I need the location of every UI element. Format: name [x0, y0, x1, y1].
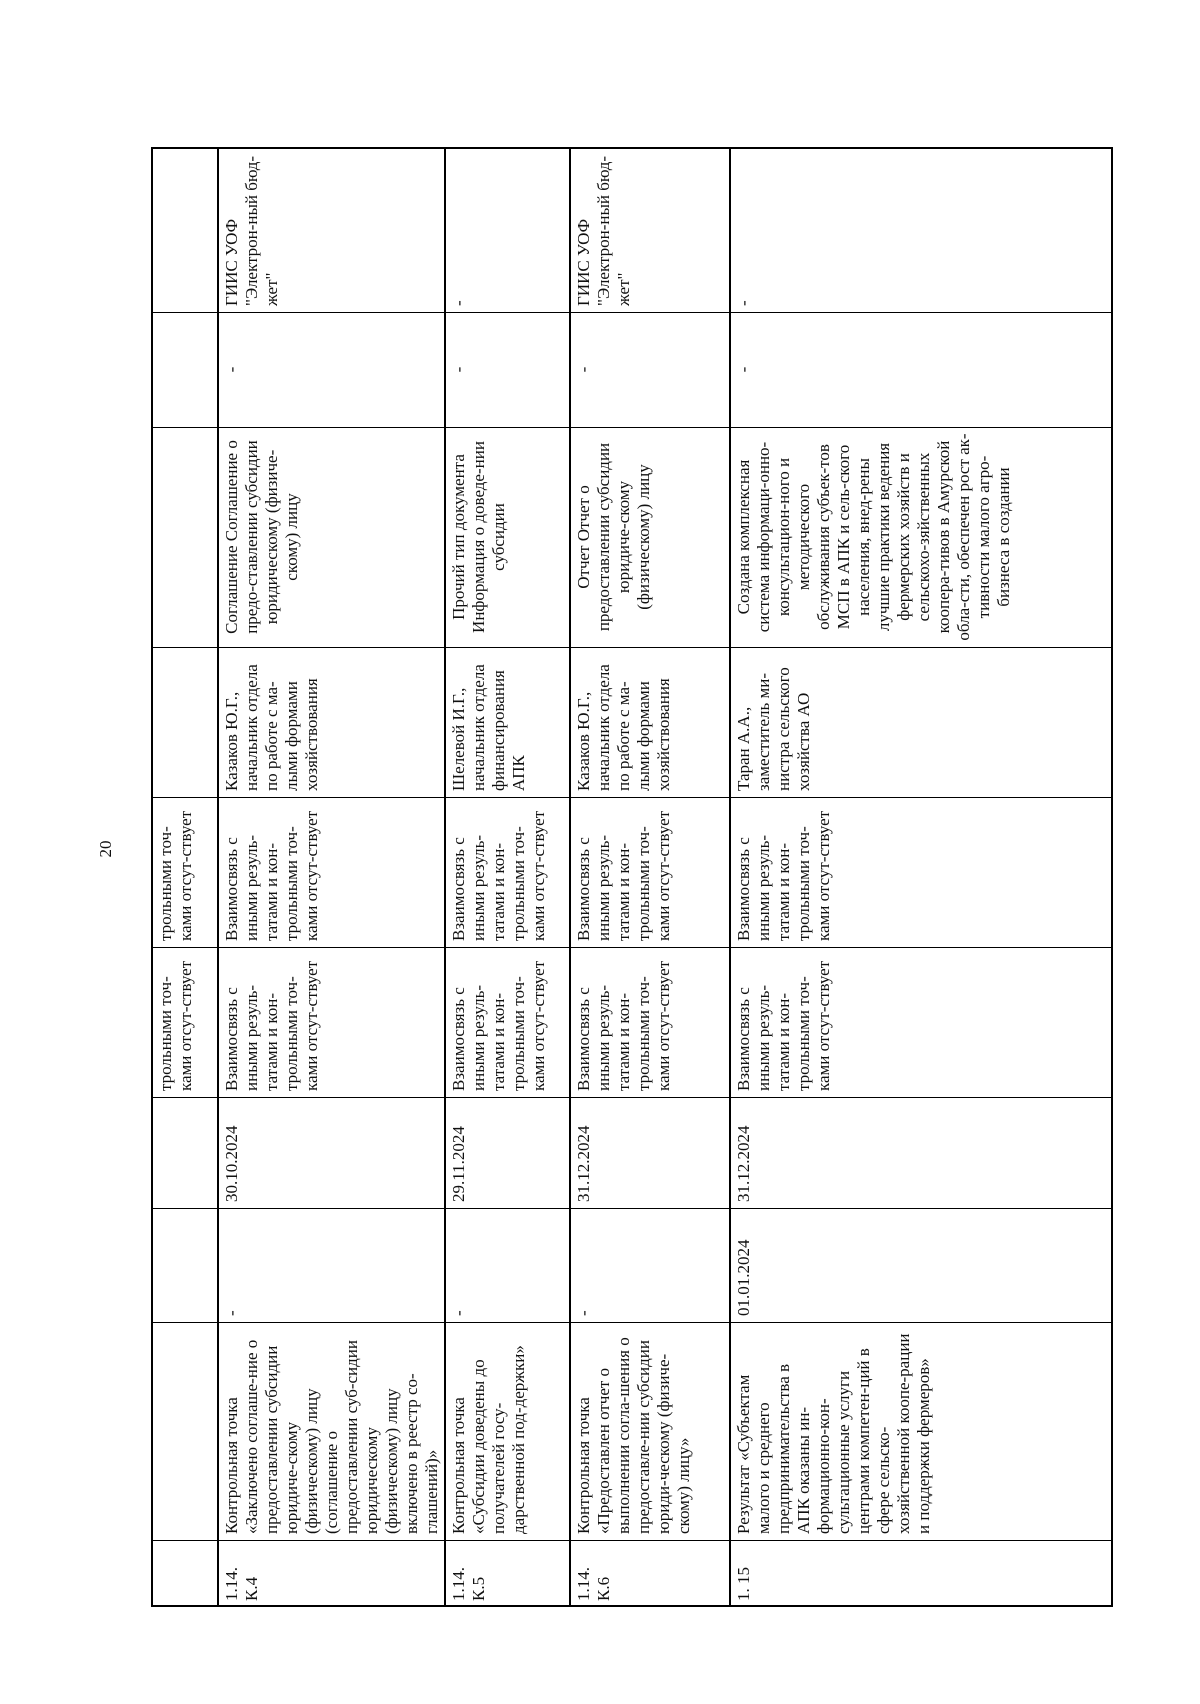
cell-info-system: ГИИС УОФ "Электрон-ный бюд-жет" [574, 155, 633, 306]
cell-link-2: Взаимосвязь с иными резуль-татами и кон-трольными точ-ками отсут-ствует [449, 810, 548, 941]
cell-name: Контрольная точка «Заключено соглаше-ние о предоставлении субсидии юридиче-скому (физическому) лицу (соглашение о предоставлении суб-сидии юридическому (физическому) лицу включено в реестр со-глашений)» [222, 1339, 441, 1534]
cell-level: - [449, 366, 468, 373]
cell-responsible: Казаков Ю.Г., начальник отдела по работе с ма-лыми формами хозяйствования [222, 664, 321, 791]
cell-name: Результат «Субъектам малого и среднего предпринимательства в АПК оказаны ин-формационно-кон-сультационные услуги центрами компетен-ций в сфере сельско-хозяйственной коопе-рации и поддержки фермеров» [734, 1333, 933, 1534]
cell-responsible: Шелевой И.Г., начальник отдела финансирования АПК [449, 664, 528, 791]
cell-document: Создана комплексная система информаци-онно-консультацион-ного и методического обслуживания субъек-тов МСП в АПК и сель-ского населения, внед-рены лучшие практики ведения фермерских хозяйств и сельскохо-зяйственных коопера-тивов в Амурской обла-сти, обеспечен рост ак-тивности малого агро-бизнеса в создании [734, 433, 1013, 641]
column-divider [151, 1322, 1113, 1323]
cell-link-2: Взаимосвязь с иными резуль-татами и кон-трольными точ-ками отсут-ствует [574, 810, 673, 941]
table-border [151, 147, 1113, 149]
cell-level: - [574, 366, 593, 373]
cell-number: 1.14. К.6 [574, 1567, 613, 1601]
cell-end-date: 29.11.2024 [449, 1126, 468, 1202]
table-row [444, 147, 569, 1607]
cell-info-system: - [449, 300, 468, 306]
cell-level: - [734, 366, 753, 373]
cell-start-date: 01.01.2024 [734, 1239, 753, 1316]
cell-document: Отчет Отчет о предоставлении субсидии юридиче-скому (физическому) лицу [574, 442, 653, 632]
cell-link-1: Взаимосвязь с иными резуль-татами и кон-трольными точ-ками отсут-ствует [574, 960, 673, 1091]
column-divider [151, 947, 1113, 948]
cell-end-date: 31.12.2024 [574, 1125, 593, 1202]
column-divider [151, 1208, 1113, 1209]
table-row [569, 147, 729, 1607]
cell-number: 1.14. К.4 [222, 1567, 261, 1601]
cell-link-2: Взаимосвязь с иными резуль-татами и кон-трольными точ-ками отсут-ствует [734, 810, 833, 941]
column-divider [151, 427, 1113, 428]
cell-start-date: - [449, 1310, 468, 1316]
cell-link-1: Взаимосвязь с иными резуль-татами и кон-трольными точ-ками отсут-ствует [734, 960, 833, 1091]
cell-end-date: 31.12.2024 [734, 1125, 753, 1202]
cell-end-date: 30.10.2024 [222, 1125, 241, 1202]
page-number: 20 [96, 840, 115, 858]
table-row-continuation [151, 147, 217, 1607]
table-border [1111, 147, 1113, 1607]
cell-start-date: - [574, 1310, 593, 1316]
cell-link-1: Взаимосвязь с иными резуль-татами и кон-трольными точ-ками отсут-ствует [449, 960, 548, 1091]
row-divider [569, 147, 571, 1607]
cell-name: Контрольная точка «Предоставлен отчет о выполнении согла-шения о предоставле-нии субсидии юриди-ческому (физиче-скому) лицу» [574, 1337, 693, 1534]
cell-document: Соглашение Соглашение о предо-ставлении субсидии юридическому (физиче-скому) лицу [222, 440, 301, 634]
cell-name: Контрольная точка «Субсидии доведены до получателей госу-дарственной под-держки» [449, 1345, 528, 1534]
column-divider [151, 1097, 1113, 1098]
table-border [151, 147, 153, 1607]
column-divider [151, 647, 1113, 648]
cell-link-2: трольными точ-ками отсут-ствует [156, 810, 195, 941]
table-row [217, 147, 444, 1607]
cell-link-2: Взаимосвязь с иными резуль-татами и кон-трольными точ-ками отсут-ствует [222, 810, 321, 941]
cell-number: 1. 15 [734, 1567, 753, 1601]
column-divider [151, 1540, 1113, 1541]
cell-link-1: трольными точ-ками отсут-ствует [156, 960, 195, 1091]
cell-start-date: - [222, 1310, 241, 1316]
row-divider [217, 147, 219, 1607]
cell-responsible: Таран А.А., заместитель ми-нистра сельского хозяйства АО [734, 667, 813, 791]
cell-document: Прочий тип документа Информация о доведе-нии субсидии [449, 441, 508, 633]
cell-info-system: - [734, 300, 753, 306]
column-divider [151, 312, 1113, 313]
cell-number: 1.14. К.5 [449, 1567, 488, 1601]
table-row [729, 147, 1113, 1607]
column-divider [151, 797, 1113, 798]
cell-responsible: Казаков Ю.Г., начальник отдела по работе с ма-лыми формами хозяйствования [574, 664, 673, 791]
continuation-table [151, 147, 1113, 1607]
cell-info-system: ГИИС УОФ "Электрон-ный бюд-жет" [222, 155, 281, 306]
cell-link-1: Взаимосвязь с иными резуль-татами и кон-трольными точ-ками отсут-ствует [222, 960, 321, 1091]
row-divider [444, 147, 446, 1607]
table-border [151, 1605, 1113, 1607]
cell-level: - [222, 366, 241, 373]
row-divider [729, 147, 731, 1607]
